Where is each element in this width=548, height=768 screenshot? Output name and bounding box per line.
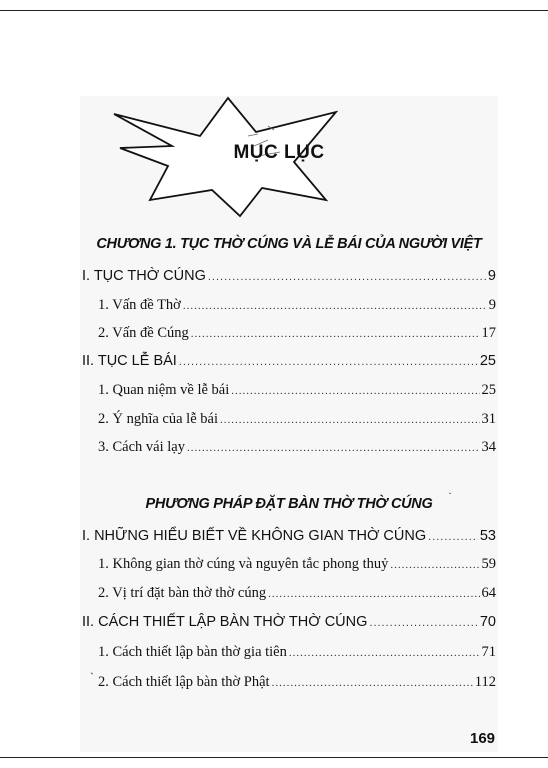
- toc-entry[interactable]: [82, 528, 496, 544]
- toc-entry-page: 31: [481, 411, 496, 427]
- toc-entry[interactable]: [98, 556, 496, 573]
- toc-entry-page: 9: [488, 297, 496, 313]
- toc-entry[interactable]: [98, 644, 496, 661]
- leader-dots: [220, 415, 480, 426]
- chapter-heading: PHƯƠNG PHÁP ĐẶT BÀN THỜ THỜ CÚNG: [145, 496, 433, 512]
- toc-entry[interactable]: [82, 614, 496, 630]
- toc-entry-label: 1. Không gian thờ cúng và nguyên tắc phong thuỷ: [98, 556, 389, 572]
- toc-entry-label: I. TỤC THỜ CÚNG: [82, 268, 206, 284]
- stray-mark: ·: [448, 486, 452, 500]
- toc-entry[interactable]: [98, 674, 496, 691]
- toc-entry-label: 2. Cách thiết lập bàn thờ Phật: [98, 674, 270, 690]
- bottom-rule: [0, 757, 548, 758]
- toc-title: MỤC LỤC: [233, 142, 325, 163]
- leader-dots: [208, 272, 486, 283]
- toc-entry-page: 34: [481, 439, 496, 455]
- toc-entry-label: 1. Cách thiết lập bàn thờ gia tiên: [98, 644, 287, 660]
- toc-entry-label: 3. Cách vái lạy: [98, 439, 185, 455]
- top-rule: [0, 10, 548, 11]
- toc-entry-label: 1. Quan niệm về lễ bái: [98, 382, 230, 398]
- leader-dots: [179, 357, 478, 368]
- toc-entry[interactable]: [82, 268, 496, 284]
- toc-entry-label: I. NHỮNG HIỂU BIẾT VỀ KHÔNG GIAN THỜ CÚNG: [82, 528, 427, 544]
- leader-dots: [183, 301, 487, 312]
- toc-entry-page: 9: [487, 268, 496, 284]
- toc-entry-label: 2. Ý nghĩa của lễ bái: [98, 411, 218, 427]
- toc-entry-label: 1. Vấn đề Thờ: [98, 297, 181, 313]
- toc-entry-page: 71: [481, 644, 496, 660]
- toc-entry-page: 25: [479, 353, 496, 369]
- toc-entry[interactable]: [98, 585, 496, 602]
- leader-dots: [289, 648, 480, 659]
- toc-entry[interactable]: [82, 353, 496, 369]
- toc-entry-page: 59: [481, 556, 496, 572]
- toc-entry[interactable]: [98, 325, 496, 342]
- toc-entry-page: 53: [479, 528, 496, 544]
- toc-entry[interactable]: [98, 439, 496, 456]
- page-number: 169: [470, 730, 496, 747]
- leader-dots: [231, 386, 479, 397]
- leader-dots: [187, 443, 480, 454]
- leader-dots: [272, 678, 473, 689]
- stray-mark: `: [90, 670, 94, 684]
- toc-entry[interactable]: [98, 297, 496, 314]
- leader-dots: [268, 589, 479, 600]
- toc-entry[interactable]: [98, 411, 496, 428]
- toc-entry-label: 2. Vị trí đặt bàn thờ thờ cúng: [98, 585, 267, 601]
- toc-entry-label: 2. Vấn đề Cúng: [98, 325, 189, 341]
- leader-dots: [428, 532, 478, 543]
- toc-entry-page: 25: [481, 382, 496, 398]
- toc-entry-label: II. CÁCH THIẾT LẬP BÀN THỜ THỜ CÚNG: [82, 614, 368, 630]
- leader-dots: [191, 329, 480, 340]
- toc-entry[interactable]: [98, 382, 496, 399]
- leader-dots: [369, 618, 477, 629]
- toc-entry-page: 70: [479, 614, 496, 630]
- toc-entry-page: 64: [481, 585, 496, 601]
- toc-entry-label: II. TỤC LỄ BÁI: [82, 353, 177, 369]
- toc-entry-page: 112: [474, 674, 496, 690]
- chapter-heading: CHƯƠNG 1. TỤC THỜ CÚNG VÀ LỄ BÁI CỦA NGƯỜI VIỆT: [96, 236, 482, 252]
- leader-dots: [390, 560, 479, 571]
- toc-entry-page: 17: [481, 325, 496, 341]
